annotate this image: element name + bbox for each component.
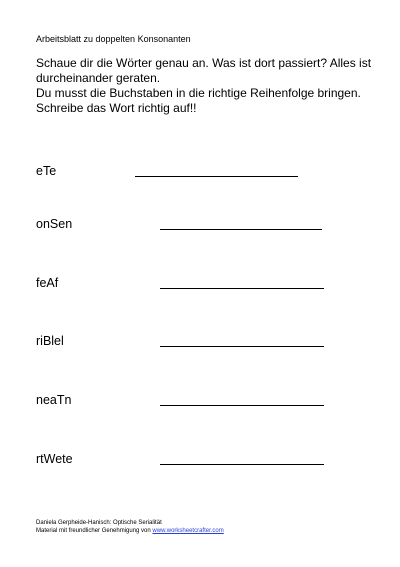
footer-permission-text: Material mit freundlicher Genehmigung von <box>36 528 151 534</box>
exercise-row-4 <box>36 333 336 351</box>
answer-line[interactable] <box>135 176 298 177</box>
instruction-line-1: Schaue dir die Wörter genau an. Was ist dort passiert? Alles ist durcheinander geraten. <box>36 56 372 85</box>
exercise-row-5 <box>36 392 336 410</box>
scrambled-word: feAf <box>36 276 59 290</box>
scrambled-word: onSen <box>36 217 73 231</box>
answer-line[interactable] <box>160 229 322 230</box>
footer-permission <box>36 527 224 535</box>
scrambled-word: eTe <box>36 164 57 178</box>
scrambled-word: rtWete <box>36 452 73 466</box>
instruction-line-2: Du musst die Buchstaben in die richtige Reihenfolge bringen. <box>36 86 361 100</box>
answer-line[interactable] <box>160 288 324 289</box>
exercise-row-1 <box>36 163 336 181</box>
worksheetcrafter-link[interactable]: www.worksheetcrafter.com <box>152 528 224 534</box>
footer-author: Daniela Gerpheide-Hanisch: Optische Serialität <box>36 520 162 526</box>
page-footer <box>36 519 224 535</box>
answer-line[interactable] <box>160 405 324 406</box>
instruction-line-3: Schreibe das Wort richtig auf!! <box>36 101 197 115</box>
answer-line[interactable] <box>160 346 324 347</box>
exercise-row-3 <box>36 275 336 293</box>
scrambled-word: neaTn <box>36 393 72 407</box>
scrambled-word: riBlel <box>36 334 64 348</box>
instructions-block <box>36 56 376 116</box>
answer-line[interactable] <box>160 464 324 465</box>
exercise-row-2 <box>36 216 336 234</box>
exercise-row-6 <box>36 451 336 469</box>
worksheet-header-title: Arbeitsblatt zu doppelten Konsonanten <box>36 34 191 44</box>
